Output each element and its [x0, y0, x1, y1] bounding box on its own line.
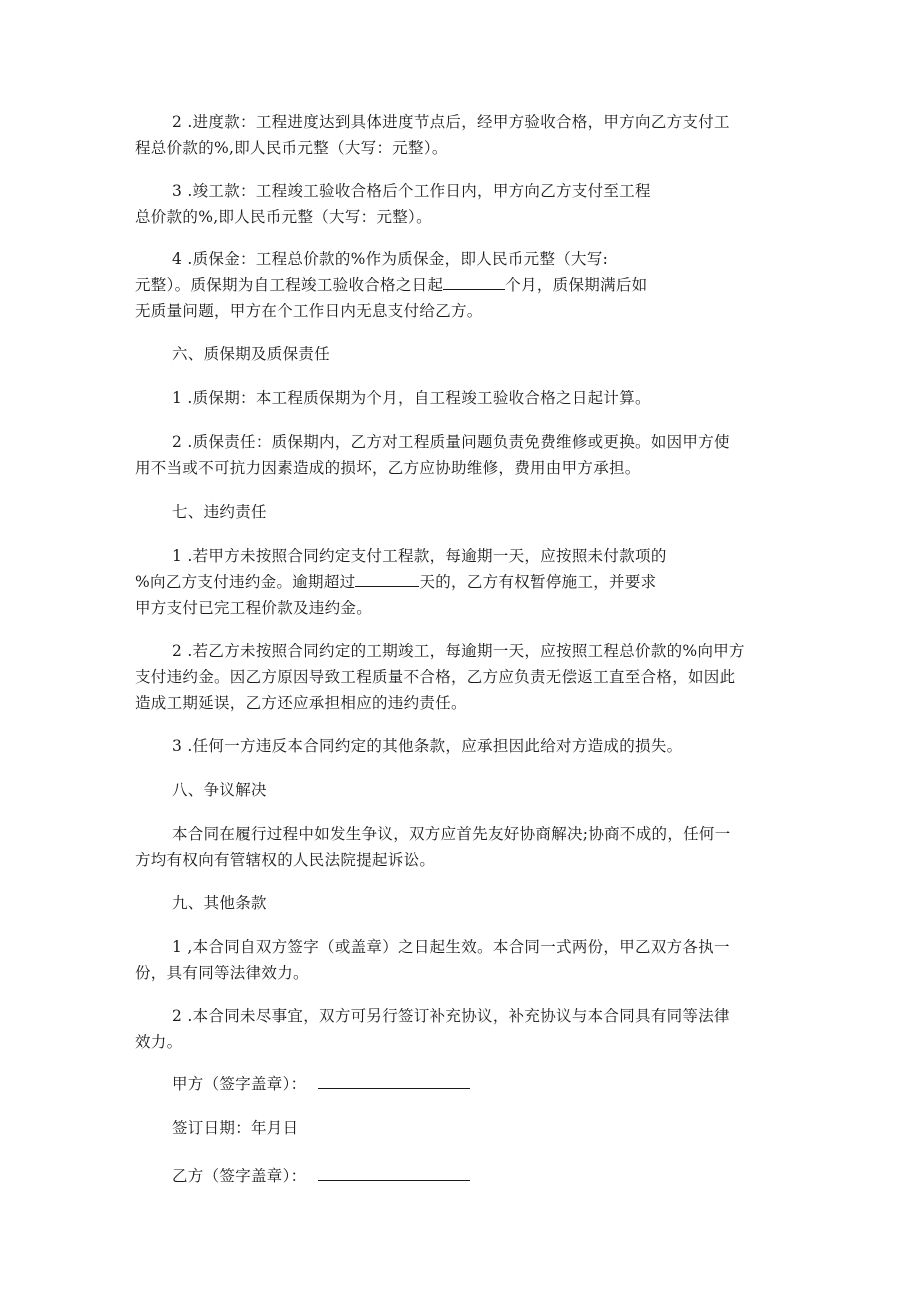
effective-line-1: 1 ,本合同自双方签字（或盖章）之日起生效。本合同一式两份，甲乙双方各执一	[172, 938, 730, 956]
dispute-line-2: 方均有权向有管辖权的人民法院提起诉讼。	[135, 851, 436, 869]
retention-line-2-start: 元整）。质保期为自工程竣工验收合格之日起	[135, 276, 444, 294]
blank-line	[443, 275, 505, 290]
dispute-line-1: 本合同在履行过程中如发生争议，双方应首先友好协商解决;协商不成的，任何一	[172, 825, 731, 843]
breach-a-line-2	[135, 572, 656, 592]
supplement-line-2: 效力。	[135, 1033, 183, 1051]
warranty-period: 1 .质保期：本工程质保期为个月，自工程竣工验收合格之日起计算。	[172, 389, 651, 407]
party-a-signature	[172, 1074, 470, 1094]
section-8-heading: 八、争议解决	[172, 781, 267, 799]
party-b-signature-line	[318, 1166, 470, 1181]
supplement-line-1: 2 .本合同未尽事宜，双方可另行签订补充协议，补充协议与本合同具有同等法律	[172, 1007, 730, 1025]
retention-line-2-end: 个月，质保期满后如	[505, 276, 648, 294]
breach-b-line-1: 2 .若乙方未按照合同约定的工期竣工，每逾期一天，应按照工程总价款的%向甲方	[172, 642, 745, 660]
warranty-duty-line-1: 2 .质保责任：质保期内，乙方对工程质量问题负责免费维修或更换。如因甲方使	[172, 433, 730, 451]
progress-payment-line-2: 程总价款的%,即人民币元整（大写：元整）。	[135, 139, 448, 157]
blank-line	[355, 572, 419, 587]
party-b-label: 乙方（签字盖章）：	[172, 1167, 307, 1185]
signing-date: 签订日期：年月日	[172, 1119, 299, 1137]
section-6-heading: 六、质保期及质保责任	[172, 345, 331, 363]
party-b-signature	[172, 1166, 470, 1186]
section-9-heading: 九、其他条款	[172, 894, 267, 912]
breach-a-line-1: 1 .若甲方未按照合同约定支付工程款，每逾期一天，应按照未付款项的	[172, 547, 667, 565]
breach-a-line-2-end: 天的，乙方有权暂停施工，并要求	[419, 573, 657, 591]
party-a-signature-line	[318, 1074, 470, 1089]
breach-other: 3 .任何一方违反本合同约定的其他条款，应承担因此给对方造成的损失。	[172, 737, 683, 755]
breach-b-line-2: 支付违约金。因乙方原因导致工程质量不合格，乙方应负责无偿返工直至合格，如因此	[135, 668, 736, 686]
warranty-duty-line-2: 用不当或不可抗力因素造成的损坏，乙方应协助维修，费用由甲方承担。	[135, 459, 641, 477]
breach-a-line-2-start: %向乙方支付违约金。逾期超过	[135, 573, 356, 591]
retention-line-3: 无质量问题，甲方在个工作日内无息支付给乙方。	[135, 302, 483, 320]
section-7-heading: 七、违约责任	[172, 503, 267, 521]
progress-payment-line-1: 2 .进度款：工程进度达到具体进度节点后，经甲方验收合格，甲方向乙方支付工	[172, 113, 730, 131]
retention-line-1: 4 .质保金：工程总价款的%作为质保金，即人民币元整（大写:	[172, 250, 609, 268]
effective-line-2: 份，具有同等法律效力。	[135, 964, 309, 982]
breach-b-line-3: 造成工期延误，乙方还应承担相应的违约责任。	[135, 694, 467, 712]
completion-payment-line-1: 3 .竣工款：工程竣工验收合格后个工作日内，甲方向乙方支付至工程	[172, 182, 651, 200]
completion-payment-line-2: 总价款的%,即人民币元整（大写：元整）。	[135, 208, 432, 226]
retention-line-2	[135, 275, 647, 295]
party-a-label: 甲方（签字盖章）：	[172, 1075, 307, 1093]
breach-a-line-3: 甲方支付已完工程价款及违约金。	[135, 599, 373, 617]
